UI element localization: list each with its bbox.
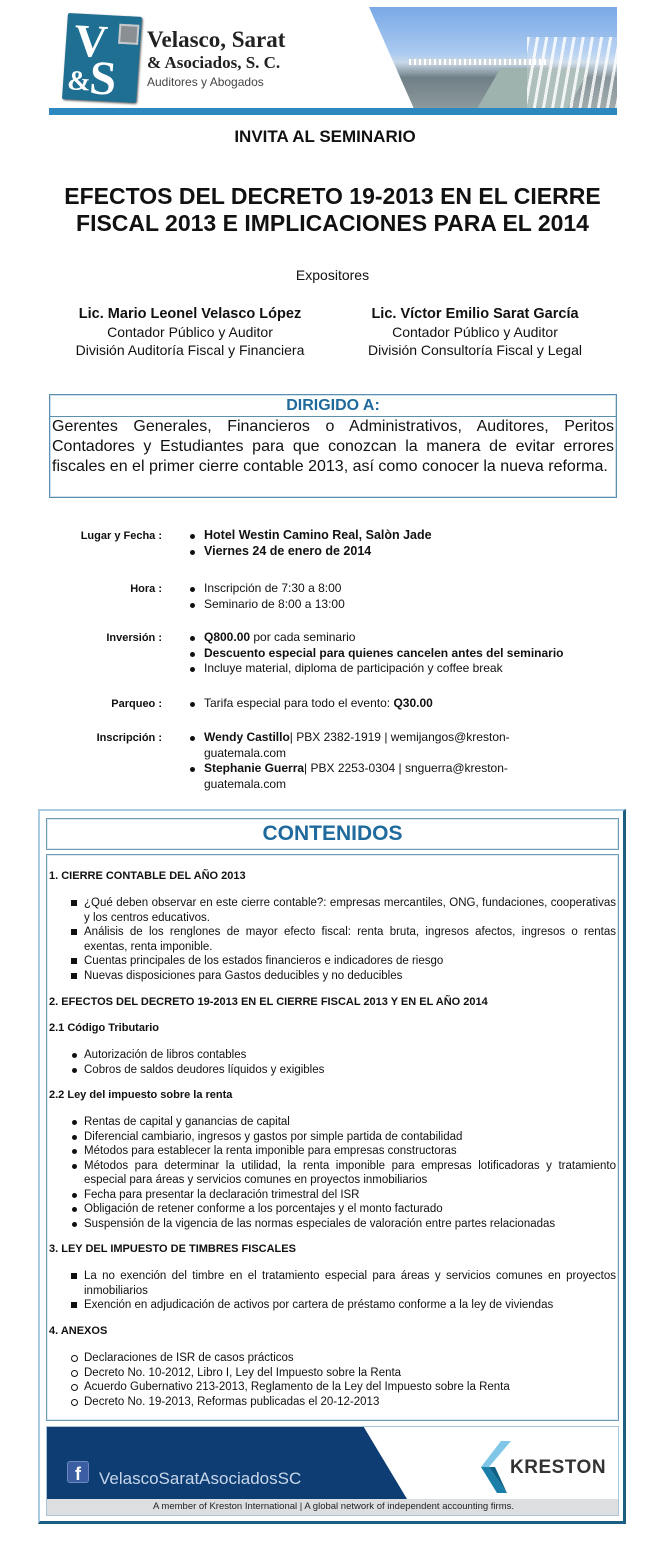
list-item: Nuevas disposiciones para Gastos deducibles y no deducibles xyxy=(71,969,616,984)
firm-name xyxy=(147,27,285,90)
price: Q800.00 xyxy=(204,630,251,644)
list-item: Métodos para establecer la renta imponible para empresas constructoras xyxy=(71,1144,616,1159)
contact-info[interactable]: | PBX 2382-1919 | wemijangos@kreston-guatemala.com xyxy=(204,730,510,760)
firm-name-line1: Velasco, Sarat xyxy=(147,27,286,52)
contents-heading: CONTENIDOS xyxy=(46,818,619,850)
section-2-1-list xyxy=(71,1048,616,1077)
invite-heading: INVITA AL SEMINARIO xyxy=(234,127,416,146)
logo-letter-v: V xyxy=(72,14,110,68)
detail-label: Lugar y Fecha : xyxy=(80,530,162,542)
list-item: Acuerdo Gubernativo 213-2013, Reglamento de la Ley del Impuesto sobre la Renta xyxy=(71,1380,616,1395)
section-title: 3. LEY DEL IMPUESTO DE TIMBRES FISCALES xyxy=(49,1243,296,1255)
speaker-2 xyxy=(340,305,610,359)
firm-tagline: Auditores y Abogados xyxy=(147,75,264,89)
logo-ampersand: & xyxy=(66,65,92,98)
target-audience-heading: DIRIGIDO A: xyxy=(50,395,616,417)
logo-letter-s: S xyxy=(87,51,119,106)
contact-item xyxy=(188,761,528,792)
speaker-division: División Auditoría Fiscal y Financiera xyxy=(75,342,305,358)
price-suffix: por cada seminario xyxy=(250,630,356,644)
contact-name: Wendy Castillo xyxy=(204,730,290,744)
list-item: Inscripción de 7:30 a 8:00 xyxy=(188,581,608,597)
facebook-handle[interactable]: VelascoSaratAsociadosSC xyxy=(99,1469,302,1488)
speaker-name: Lic. Víctor Emilio Sarat García xyxy=(371,306,579,322)
detail-label: Hora : xyxy=(130,583,162,595)
contents-body xyxy=(46,854,619,1421)
detail-label: Inversión : xyxy=(106,632,162,644)
list-item xyxy=(188,696,608,712)
list-item: Incluye material, diploma de participación y coffee break xyxy=(188,661,608,677)
list-item: Diferencial cambiario, ingresos y gastos por simple partida de contabilidad xyxy=(71,1130,616,1145)
contents-section xyxy=(38,809,626,1524)
list-item: Decreto No. 10-2012, Libro I, Ley del Impuesto sobre la Renta xyxy=(71,1366,616,1381)
list-item: Exención en adjudicación de activos por cartera de préstamo conforme a la ley de viviendas xyxy=(71,1298,616,1313)
list-item: Obligación de retener conforme a los porcentajes y el monto facturado xyxy=(71,1202,616,1217)
target-audience-text: Gerentes Generales, Financieros o Administrativos, Auditores, Peritos Contadores y Estudiantes para que conozcan la manera de evitar errores fiscales en el primer cierre contable 2013, así como conocer la nueva reforma. xyxy=(52,418,614,475)
parking-text: Tarifa especial para todo el evento: xyxy=(204,696,394,710)
bridge-photo xyxy=(369,7,617,108)
section-4-list xyxy=(71,1351,616,1409)
list-item: Declaraciones de ISR de casos prácticos xyxy=(71,1351,616,1366)
section-1-list xyxy=(71,896,616,983)
footer-tagline: A member of Kreston International | A global network of independent accounting firms. xyxy=(47,1499,619,1515)
firm-name-line2: & Asociados, S. C. xyxy=(147,53,281,72)
list-item: Descuento especial para quienes cancelen antes del seminario xyxy=(188,646,608,662)
seminar-title-line2: FISCAL 2013 E IMPLICACIONES PARA EL 2014 xyxy=(76,210,589,236)
seminar-title-line1: EFECTOS DEL DECRETO 19-2013 EN EL CIERRE xyxy=(64,183,601,209)
list-item: La no exención del timbre en el tratamiento especial para áreas y servicios comunes en proyectos inmobiliarios xyxy=(71,1269,616,1298)
contact-item xyxy=(188,730,528,761)
detail-label: Parqueo : xyxy=(111,698,162,710)
speaker-name: Lic. Mario Leonel Velasco López xyxy=(78,306,302,322)
contact-name: Stephanie Guerra xyxy=(204,761,305,775)
header-accent-bar xyxy=(49,108,617,115)
speaker-role: Contador Público y Auditor xyxy=(107,324,273,340)
target-audience-box xyxy=(49,394,617,498)
detail-label: Inscripción : xyxy=(96,732,162,744)
subsection-title: 2.2 Ley del impuesto sobre la renta xyxy=(49,1089,233,1101)
list-item: Viernes 24 de enero de 2014 xyxy=(188,544,608,560)
speakers-heading: Expositores xyxy=(295,267,370,283)
seminar-title xyxy=(0,183,650,237)
list-item: Análisis de los renglones de mayor efecto fiscal: renta bruta, ingresos afectos, ingresos o rentas exentas, renta imponible. xyxy=(71,925,616,954)
speaker-role: Contador Público y Auditor xyxy=(392,324,558,340)
list-item: Rentas de capital y ganancias de capital xyxy=(71,1115,616,1130)
list-item: Métodos para determinar la utilidad, la renta imponible para empresas lotificadoras y tratamiento especial para áreas y servicios comunes en proyectos inmobiliarios xyxy=(71,1159,616,1188)
subsection-title: 2.1 Código Tributario xyxy=(49,1022,160,1034)
header-banner xyxy=(49,7,617,115)
list-item: Suspensión de la vigencia de las normas especiales de valoración entre partes relacionadas xyxy=(71,1217,616,1232)
contact-info[interactable]: | PBX 2253-0304 | snguerra@kreston-guatemala.com xyxy=(204,761,508,791)
speaker-1 xyxy=(55,305,325,359)
section-title: 2. EFECTOS DEL DECRETO 19-2013 EN EL CIERRE FISCAL 2013 Y EN EL AÑO 2014 xyxy=(49,996,488,1008)
list-item: Cuentas principales de los estados financieros e indicadores de riesgo xyxy=(71,954,616,969)
section-3-list xyxy=(71,1269,616,1313)
section-2-2-list xyxy=(71,1115,616,1231)
section-title: 4. ANEXOS xyxy=(49,1325,108,1337)
vs-logo-icon xyxy=(62,13,142,106)
footer-banner xyxy=(46,1426,619,1516)
bridge-railing xyxy=(527,37,617,108)
speaker-division: División Consultoría Fiscal y Legal xyxy=(368,342,582,358)
list-item: Hotel Westin Camino Real, Salòn Jade xyxy=(188,528,608,544)
list-item xyxy=(188,630,608,646)
list-item: ¿Qué deben observar en este cierre contable?: empresas mercantiles, ONG, fundaciones, cooperativas y los centros educativos. xyxy=(71,896,616,925)
list-item: Cobros de saldos deudores líquidos y exigibles xyxy=(71,1063,616,1078)
list-item: Autorización de libros contables xyxy=(71,1048,616,1063)
facebook-icon[interactable]: f xyxy=(67,1461,89,1483)
parking-price: Q30.00 xyxy=(393,696,433,710)
list-item: Seminario de 8:00 a 13:00 xyxy=(188,597,608,613)
kreston-label: KRESTON xyxy=(510,1457,607,1478)
section-title: 1. CIERRE CONTABLE DEL AÑO 2013 xyxy=(49,870,246,882)
list-item: Fecha para presentar la declaración trimestral del ISR xyxy=(71,1188,616,1203)
logo-square xyxy=(118,24,139,45)
list-item: Decreto No. 19-2013, Reformas publicadas el 20-12-2013 xyxy=(71,1395,616,1410)
